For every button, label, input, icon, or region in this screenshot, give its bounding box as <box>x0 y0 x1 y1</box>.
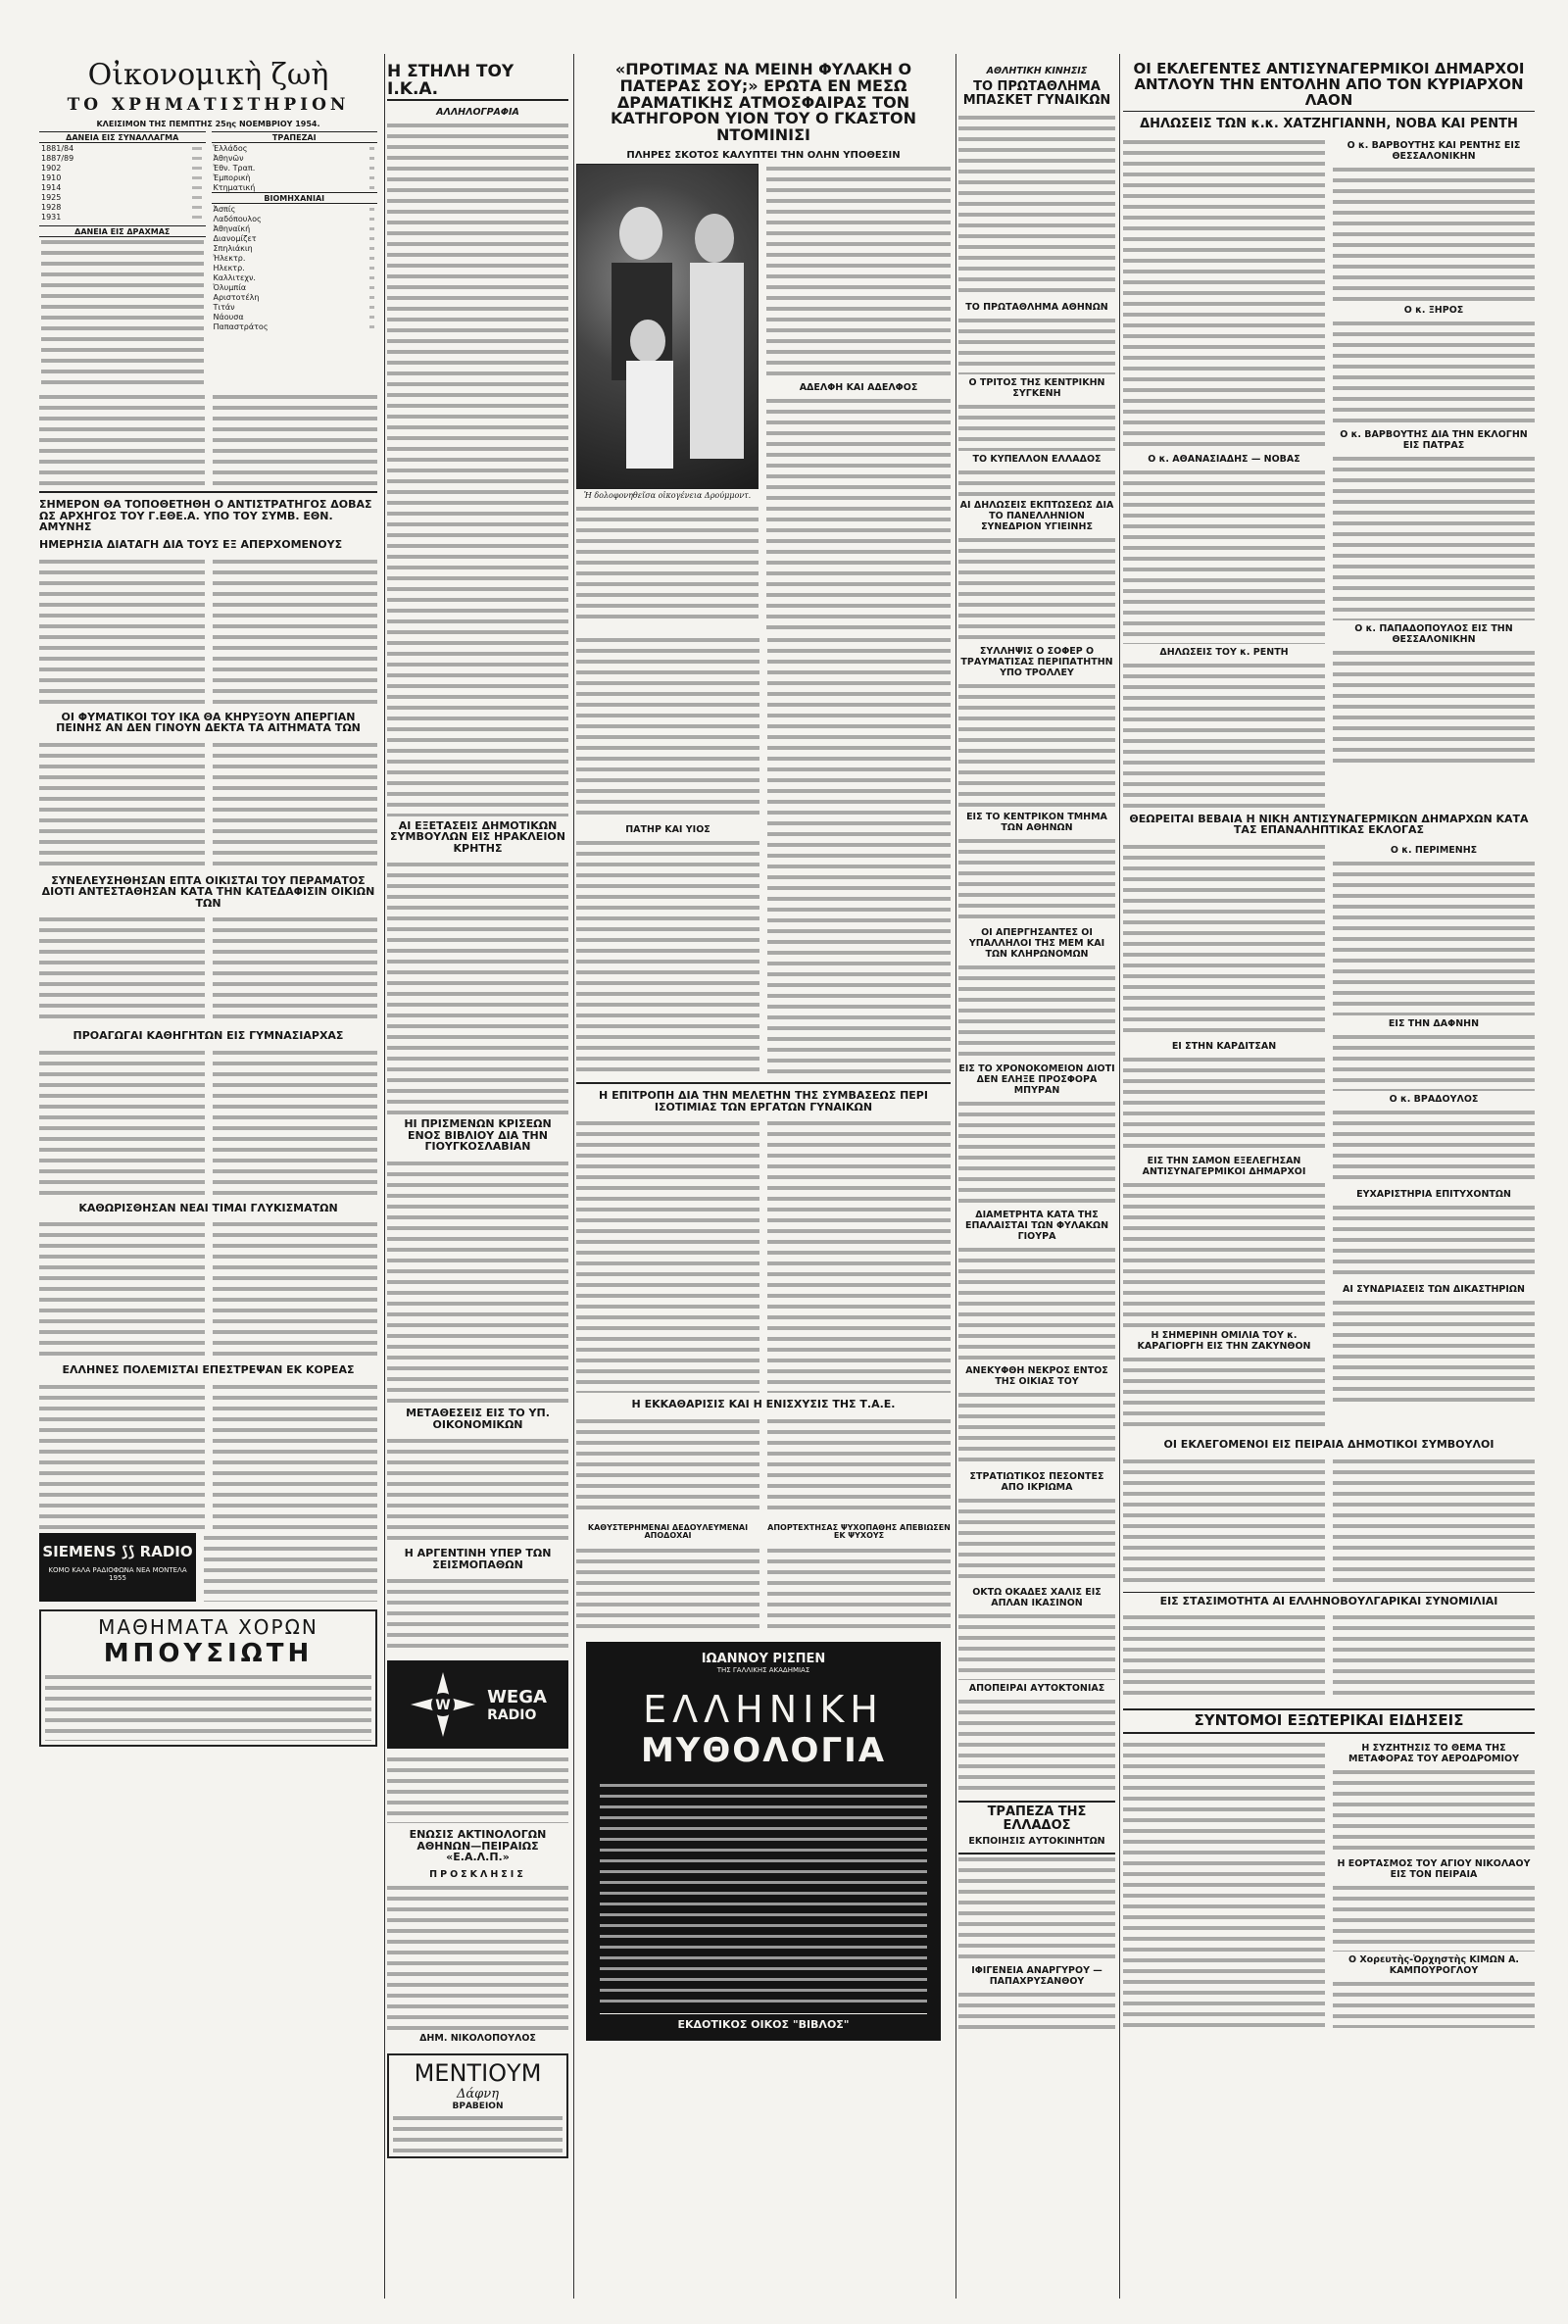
mentium-brand: ΜΕΝΤΙΟΥΜ <box>414 2058 542 2087</box>
drachma-bond-values <box>41 237 204 384</box>
headline-runoff-victory: ΘΕΩΡΕΙΤΑΙ ΒΕΒΑΙΑ Η ΝΙΚΗ ΑΝΤΙΣΥΝΑΓΕΡΜΙΚΩΝ ΔΗΜΑΡΧΩΝ ΚΑΤΑ ΤΑΣ ΕΠΑΝΑΛΗΠΤΙΚΑΣ ΕΚΛΟΓΑΣ <box>1129 812 1529 837</box>
industry-row <box>212 282 378 292</box>
bond-name: 1902 <box>41 163 62 173</box>
sub-beer: ΕΙΣ ΤΟ ΧΡΟΝΟΚΟΜΕΙΟΝ ΔΙΟΤΙ ΔΕΝ ΕΛΗΞΕ ΠΡΟΣΦΟΡΑ ΜΠΥΡΑΝ <box>958 1063 1115 1097</box>
sub-saint-nicholas: Η ΕΟΡΤΑΣΜΟΣ ΤΟΥ ΑΓΙΟΥ ΝΙΚΟΛΑΟΥ ΕΙΣ ΤΟΝ ΠΕΙΡΑΙΑ <box>1337 1857 1531 1880</box>
headline-perama: ΣΥΝΕΛΕΥΣΗΘΗΣΑΝ ΕΠΤΑ ΟΙΚΙΣΤΑΙ ΤΟΥ ΠΕΡΑΜΑΤΟΣ ΔΙΟΤΙ ΑΝΤΕΣΤΑΘΗΣΑΝ ΚΑΤΑ ΤΗΝ ΚΑΤΕΔΑΦΙΣΙΝ ΟΙΚΙΩΝ ΤΩΝ <box>41 873 375 910</box>
mentium-sub: Δάφνη <box>457 2086 499 2101</box>
sub-strike: ΟΙ ΑΠΕΡΓΗΣΑΝΤΕΣ ΟΙ ΥΠΑΛΛΗΛΟΙ ΤΗΣ ΜΕΜ ΚΑΙ ΤΩΝ ΚΛΗΡΩΝΟΜΩΝ <box>968 927 1105 961</box>
industry-row <box>212 321 378 331</box>
dovas-article <box>39 557 377 704</box>
stock-tables <box>39 131 377 384</box>
sub-papadopoulos: Ο κ. ΠΑΠΑΔΟΠΟΥΛΟΣ ΕΙΣ ΤΗΝ ΘΕΣΣΑΛΟΝΙΚΗΝ <box>1354 622 1513 645</box>
bond-row <box>39 153 206 163</box>
foreign-news-header: ΣΥΝΤΟΜΟΙ ΕΞΩΤΕΡΙΚΑΙ ΕΙΔΗΣΕΙΣ <box>1123 1708 1535 1734</box>
industry-row <box>212 302 378 312</box>
bonds-header: ΔΑΝΕΙΑ ΕΙΣ ΣΥΝΑΛΛΑΓΜΑ <box>39 132 206 143</box>
wega-sub: RADIO <box>487 1706 537 1723</box>
elections-column <box>1123 54 1535 2308</box>
bond-name: 1928 <box>41 202 62 212</box>
wega-star-icon <box>409 1670 477 1739</box>
prices-article <box>39 1219 377 1357</box>
industry-row <box>212 243 378 253</box>
sub-zakynthos: Η ΣΗΜΕΡΙΝΗ ΟΜΙΛΙΑ ΤΟΥ κ. ΚΑΡΑΓΙΟΡΓΗ ΕΙΣ ΤΗΝ ΖΑΚΥΝΘΟΝ <box>1137 1329 1311 1352</box>
sub-congratulations: ΕΥΧΑΡΙΣΤΗΡΙΑ ΕΠΙΤΥΧΟΝΤΩΝ <box>1356 1188 1511 1200</box>
bond-row <box>39 173 206 182</box>
industry-name: Ἀσπίς <box>213 204 236 214</box>
wega-radio-ad <box>387 1660 568 1749</box>
economy-title: Οἰκονομικὴ ζωὴ <box>87 58 329 92</box>
sub-corpse-found: ΑΝΕΚΥΦΘΗ ΝΕΚΡΟΣ ΕΝΤΟΣ ΤΗΣ ΟΙΚΙΑΣ ΤΟΥ <box>965 1365 1108 1388</box>
bond-row <box>39 182 206 192</box>
headline-yugoslavia-book: ΗΙ ΠΡΙΣΜΕΝΩΝ ΚΡΙΣΕΩΝ ΕΝΟΣ ΒΙΒΛΙΟΥ ΔΙΑ ΤΗΝ ΓΙΟΥΓΚΟΣΛΑΒΙΑΝ <box>404 1117 552 1154</box>
sub-health-congress: ΑΙ ΔΗΛΩΣΕΙΣ ΕΚΠΤΩΣΕΩΣ ΔΙΑ ΤΟ ΠΑΝΕΛΛΗΝΙΟΝ ΣΥΝΕΔΡΙΟΝ ΥΓΙΕΙΝΗΣ <box>959 500 1114 533</box>
sub-thessaloniki: Ο κ. ΒΑΡΒΟΥΤΗΣ ΚΑΙ ΡΕΝΤΗΣ ΕΙΣ ΘΕΣΣΑΛΟΝΙΚΗΝ <box>1347 139 1521 162</box>
bond-name: 1887/89 <box>41 153 74 163</box>
industry-name: Καλλιτεχν. <box>213 272 256 282</box>
sub-central-dept: ΕΙΣ ΤΟ ΚΕΝΤΡΙΚΟΝ ΤΜΗΜΑ ΤΩΝ ΑΘΗΝΩΝ <box>966 812 1107 834</box>
economy-column <box>39 54 377 2308</box>
bond-row <box>39 192 206 202</box>
headline-psychopath: ΑΠΟΡΤΕΧΤΗΣΑΣ ΨΥΧΟΠΑΘΗΣ ΑΠΕΒΙΩΣΕΝ ΕΚ ΨΥΧΟΥΣ <box>767 1522 951 1541</box>
svg-text:W: W <box>435 1698 451 1714</box>
industry-name: Ηλεκτρ. <box>213 263 245 272</box>
sub-vradoulos: Ο κ. ΒΡΑΔΟΥΛΟΣ <box>1389 1093 1479 1105</box>
bank-name: Ἀθηνῶν <box>213 153 244 163</box>
siemens-radio-ad <box>39 1533 196 1602</box>
bank-row <box>212 173 378 182</box>
bank-name: Ἐμπορικὴ <box>213 173 251 182</box>
subhead-siblings: ΑΔΕΛΦΗ ΚΑΙ ΑΔΕΛΦΟΣ <box>799 381 918 393</box>
sub-patras: Ο κ. ΒΑΡΒΟΥΤΗΣ ΔΙΑ ΤΗΝ ΕΚΛΟΓΗΝ ΕΙΣ ΠΑΤΡΑΣ <box>1340 428 1528 451</box>
book-publisher: ΕΚΔΟΤΙΚΟΣ ΟΙΚΟΣ "ΒΙΒΛΟΣ" <box>600 2013 927 2031</box>
sub-greek-cup: ΤΟ ΚΥΠΕΛΛΟΝ ΕΛΛΑΔΟΣ <box>972 454 1102 466</box>
book-author-sub: ΤΗΣ ΓΑΛΛΙΚΗΣ ΑΚΑΔΗΜΙΑΣ <box>716 1666 810 1675</box>
stock-exchange-title: ΤΟ ΧΡΗΜΑΤΙΣΤΗΡΙΟΝ <box>67 94 350 115</box>
industry-row <box>212 263 378 272</box>
column-rule <box>573 54 574 2299</box>
bank-of-greece-notice <box>958 1801 1115 1854</box>
bank-name: Ἐθν. Τραπ. <box>213 163 256 173</box>
industry-row <box>212 233 378 243</box>
headline-bulgaria-talks: ΕΙΣ ΣΤΑΣΙΜΟΤΗΤΑ ΑΙ ΕΛΛΗΝΟΒΟΥΛΓΑΡΙΚΑΙ ΣΥΝΟΜΙΛΙΑΙ <box>1123 1592 1535 1607</box>
bank-row <box>212 143 378 154</box>
bond-row <box>39 212 206 222</box>
signature: ΔΗΜ. ΝΙΚΟΛΟΠΟΥΛΟΣ <box>419 2032 536 2044</box>
section-rule <box>39 491 377 493</box>
industry-name: Λαδόπουλος <box>213 214 262 223</box>
bank-title: ΤΡΑΠΕΖΑ ΤΗΣ ΕΛΛΑΔΟΣ <box>987 1805 1087 1833</box>
drachma-bonds-header: ΔΑΝΕΙΑ ΕΙΣ ΔΡΑΧΜΑΣ <box>39 226 206 237</box>
stock-exchange-date: ΚΛΕΙΣΙΜΟΝ ΤΗΣ ΠΕΜΠΤΗΣ 25ης ΝΟΕΜΒΡΙΟΥ 1954. <box>96 120 320 129</box>
siemens-brand: SIEMENS ⟆⟆ RADIO <box>42 1542 193 1560</box>
sub-suicide-attempts: ΑΠΟΠΕΙΡΑΙ ΑΥΤΟΚΤΟΝΙΑΣ <box>968 1683 1105 1695</box>
industry-row <box>212 214 378 223</box>
sub-athens-league: ΤΟ ΠΡΩΤΑΘΛΗΜΑ ΑΘΗΝΩΝ <box>965 302 1108 314</box>
sub-daphne: ΕΙΣ ΤΗΝ ΔΑΦΝΗΝ <box>1388 1017 1480 1029</box>
dance-teacher-name: ΜΠΟΥΣΙΩΤΗ <box>103 1638 314 1668</box>
industry-row <box>212 272 378 282</box>
industries-header: ΒΙΟΜΗΧΑΝΙΑΙ <box>212 193 378 204</box>
ika-correspondence-text <box>387 121 568 816</box>
bank-name: Κτηματική <box>213 182 256 192</box>
bond-name: 1914 <box>41 182 62 192</box>
industry-row <box>212 292 378 302</box>
ika-article <box>39 740 377 867</box>
industry-name: Ἠλεκτρ. <box>213 253 246 263</box>
industry-name: Ἀθηναϊκή <box>213 223 251 233</box>
sub-karditsa: ΕΙ ΣΤΗΝ ΚΑΡΔΙΤΣΑΝ <box>1171 1040 1277 1052</box>
bank-name: Ἑλλάδος <box>213 143 248 153</box>
industry-name: Ὀλυμπία <box>213 282 247 292</box>
sub-central: Ο ΤΡΙΤΟΣ ΤΗΣ ΚΕΝΤΡΙΚΗΝ ΣΥΓΚΕΝΗ <box>968 377 1105 400</box>
headline-argentina: Η ΑΡΓΕΝΤΙΝΗ ΥΠΕΡ ΤΩΝ ΣΕΙΣΜΟΠΑΘΩΝ <box>404 1547 552 1571</box>
industry-name: Διανομίζετ <box>213 233 257 243</box>
sub-athanasiadis-novas: Ο κ. ΑΘΑΝΑΣΙΑΔΗΣ — ΝΟΒΑΣ <box>1148 453 1300 465</box>
dance-lessons-ad <box>39 1609 377 1747</box>
greek-mythology-book-ad <box>586 1642 941 2041</box>
bond-name: 1881/84 <box>41 143 74 153</box>
column-rule <box>1119 54 1120 2299</box>
bank-row <box>212 163 378 173</box>
sports-kicker: ΑΘΛΗΤΙΚΗ ΚΙΝΗΣΙΣ <box>986 66 1088 76</box>
subhead-father-son: ΠΑΤΗΡ ΚΑΙ ΥΙΟΣ <box>625 823 710 835</box>
book-ad-text <box>600 1780 927 2005</box>
sports-column <box>958 54 1115 2308</box>
dance-lessons-title: ΜΑΘΗΜΑΤΑ ΧΟΡΩΝ <box>98 1614 318 1639</box>
sub-xiros: Ο κ. ΞΗΡΟΣ <box>1403 304 1464 316</box>
headline-tae: Η ΕΚΚΑΘΑΡΙΣΙΣ ΚΑΙ Η ΕΝΙΣΧΥΣΙΣ ΤΗΣ Τ.Α.Ε. <box>631 1398 896 1411</box>
book-title-1: ΕΛΛΗΝΙΚΗ <box>643 1688 884 1732</box>
headline-equal-pay-committee: Η ΕΠΙΤΡΟΠΗ ΔΙΑ ΤΗΝ ΜΕΛΕΤΗΝ ΤΗΣ ΣΥΜΒΑΣΕΩΣ ΠΕΡΙ ΙΣΟΤΙΜΙΑΣ ΤΩΝ ΕΡΓΑΤΩΝ ΓΥΝΑΙΚΩΝ <box>599 1088 928 1113</box>
sub-scaffold-fall: ΣΤΡΑΤΙΩΤΙΚΟΣ ΠΕΣΟΝΤΕΣ ΑΠΟ ΙΚΡΙΩΜΑ <box>969 1471 1104 1494</box>
bank-row <box>212 153 378 163</box>
siemens-tagline: ΚΟΜΟ ΚΑΛΑ ΡΑΔΙΟΦΩΝΑ ΝΕΑ ΜΟΝΤΕΛΑ 1955 <box>48 1565 187 1582</box>
industry-name: Παπαστράτος <box>213 321 269 331</box>
sub-choreographer: Ο Χορευτὴς-Ὀρχηστὴς ΚΙΜΩΝ Α. ΚΑΜΠΟΥΡΟΓΛΟΥ <box>1348 1953 1520 1976</box>
lead-story-column <box>576 54 951 2308</box>
correspondence-label: ΑΛΛΗΛΟΓΡΑΦΙΑ <box>436 106 519 118</box>
headline-transfers: ΜΕΤΑΘΕΣΕΙΣ ΕΙΣ ΤΟ ΥΠ. ΟΙΚΟΝΟΜΙΚΩΝ <box>406 1406 550 1431</box>
bonds-table <box>39 131 206 222</box>
wega-brand: WEGA <box>487 1686 547 1707</box>
mentium-award: ΒΡΑΒΕΙΟΝ <box>452 2101 504 2111</box>
elections-deck: ΔΗΛΩΣΕΙΣ ΤΩΝ κ.κ. ΧΑΤΖΗΓΙΑΝΝΗ, ΝΟΒΑ ΚΑΙ ΡΕΝΤΗ <box>1140 117 1518 132</box>
bond-name: 1931 <box>41 212 62 222</box>
industry-row <box>212 223 378 233</box>
lead-headline: «ΠΡΟΤΙΜΑΣ ΝΑ ΜΕΙΝΗ ΦΥΛΑΚΗ Ο ΠΑΤΕΡΑΣ ΣΟΥ;» ΕΡΩΤΑ ΕΝ ΜΕΣΩ ΔΡΑΜΑΤΙΚΗΣ ΑΤΜΟΣΦΑΙΡΑΣ ΤΟΝ ΚΑΤΗΓΟΡΟΝ ΥΙΟΝ ΤΟΥ Ο ΓΚΑΣΤΟΝ ΝΤΟΜΙΝΙΣΙ <box>611 60 916 145</box>
headline-ika-strike: ΟΙ ΦΥΜΑΤΙΚΟΙ ΤΟΥ ΙΚΑ ΘΑ ΚΗΡΥΞΟΥΝ ΑΠΕΡΓΙΑΝ ΠΕΙΝΗΣ ΑΝ ΔΕΝ ΓΙΝΟΥΝ ΔΕΚΤΑ ΤΑ ΑΙΤΗΜΑΤΑ ΤΩΝ <box>56 710 361 735</box>
industry-name: Σπηλιάκιη <box>213 243 253 253</box>
headline-radiologists: ΕΝΩΣΙΣ ΑΚΤΙΝΟΛΟΓΩΝ ΑΘΗΝΩΝ—ΠΕΙΡΑΙΩΣ «Ε.Α.Λ.Π.» <box>409 1828 547 1864</box>
mentium-ad <box>387 2053 568 2158</box>
elections-headline: ΟΙ ΕΚΛΕΓΕΝΤΕΣ ΑΝΤΙΣΥΝΑΓΕΡΜΙΚΟΙ ΔΗΜΑΡΧΟΙ ΑΝΤΛΟΥΝ ΤΗΝ ΕΝΤΟΛΗΝ ΑΠΟ ΤΟΝ ΚΥΡΙΑΡΧΟΝ ΛΑΟΝ <box>1123 62 1535 112</box>
ika-column-header: Η ΣΤΗΛΗ ΤΟΥ Ι.Κ.Α. <box>387 64 568 101</box>
book-author: ΙΩΑΝΝΟΥ ΡΙΣΠΕΝ <box>701 1652 826 1667</box>
industry-name: Τιτάν <box>213 302 235 312</box>
drachma-bonds-table <box>39 225 206 384</box>
sub-prison-guards: ΔΙΑΜΕΤΡΗΤΑ ΚΑΤΑ ΤΗΣ ΕΠΑΛΑΙΣΤΑΙ ΤΩΝ ΦΥΛΑΚΩΝ ΓΙΟΥΡΑ <box>964 1210 1109 1243</box>
headline-piraeus-council: ΟΙ ΕΚΛΕΓΟΜΕΝΟΙ ΕΙΣ ΠΕΙΡΑΙΑ ΔΗΜΟΤΙΚΟΙ ΣΥΜΒΟΥΛΟΙ <box>1163 1437 1494 1451</box>
industry-row <box>212 253 378 263</box>
headline-dovas: ΣΗΜΕΡΟΝ ΘΑ ΤΟΠΟΘΕΤΗΘΗ Ο ΑΝΤΙΣΤΡΑΤΗΓΟΣ ΔΟΒΑΣ ΩΣ ΑΡΧΗΓΟΣ ΤΟΥ Γ.ΕΘΕ.Α. ΥΠΟ ΤΟΥ ΣΥΜΒ. ΕΘΝ. ΑΜΥΝΗΣ <box>39 498 372 534</box>
sub-samos: ΕΙΣ ΤΗΝ ΣΑΜΟΝ ΕΞΕΛΕΓΗΣΑΝ ΑΝΤΙΣΥΝΑΓΕΡΜΙΚΟΙ ΔΗΜΑΡΧΟΙ <box>1142 1155 1306 1177</box>
industry-row <box>212 312 378 321</box>
headline-delayed-wages: ΚΑΘΥΣΤΕΡΗΜΕΝΑΙ ΔΕΔΟΥΛΕΥΜΕΝΑΙ ΑΠΟΔΟΧΑΙ <box>587 1522 749 1541</box>
perama-article <box>39 915 377 1022</box>
doctor-ad: ΙΦΙΓΕΝΕΙΑ ΑΝΑΡΓΥΡΟΥ — ΠΑΠΑΧΡΥΣΑΝΘΟΥ <box>971 1964 1102 1987</box>
industry-name: Αριστοτέλη <box>213 292 260 302</box>
bank-row <box>212 182 378 193</box>
headline-sweets-prices: ΚΑΘΩΡΙΣΘΗΣΑΝ ΝΕΑΙ ΤΙΜΑΙ ΓΛΥΚΙΣΜΑΤΩΝ <box>78 1201 338 1214</box>
ika-column <box>387 54 568 2308</box>
photo-caption: Ἡ δολοφονηθεῖσα οἰκογένεια Δρούμμοντ. <box>583 490 752 500</box>
headline-korea: ΕΛΛΗΝΕΣ ΠΟΛΕΜΙΣΤΑΙ ΕΠΕΣΤΡΕΨΑΝ ΕΚ ΚΟΡΕΑΣ <box>62 1363 355 1377</box>
sub-airport: Η ΣΥΖΗΤΗΣΙΣ ΤΟ ΘΕΜΑ ΤΗΣ ΜΕΤΑΦΟΡΑΣ ΤΟΥ ΑΕΡΟΔΡΟΜΙΟΥ <box>1348 1742 1519 1764</box>
sub-renti-statement: ΔΗΛΩΣΕΙΣ ΤΟΥ κ. ΡΕΝΤΗ <box>1159 646 1289 658</box>
bond-row <box>39 202 206 212</box>
sub-court-sessions: ΑΙ ΣΥΝΔΡΙΑΣΕΙΣ ΤΩΝ ΔΙΚΑΣΤΗΡΙΩΝ <box>1343 1283 1525 1295</box>
bond-name: 1910 <box>41 173 62 182</box>
book-title-2: ΜΥΘΟΛΟΓΙΑ <box>640 1731 887 1771</box>
lead-deck: ΠΛΗΡΕΣ ΣΚΟΤΟΣ ΚΑΛΥΠΤΕΙ ΤΗΝ ΟΛΗΝ ΥΠΟΘΕΣΙΝ <box>626 149 901 161</box>
sub-carpets: ΟΚΤΩ ΟΚΑΔΕΣ ΧΑΛΙΣ ΕΙΣ ΑΠΛΑΝ ΙΚΑΣΙΝΟΝ <box>972 1587 1102 1609</box>
bond-row <box>39 163 206 173</box>
family-photo <box>576 164 759 489</box>
bond-name: 1925 <box>41 192 62 202</box>
teachers-article <box>39 1048 377 1195</box>
headline-municipal-exams: ΑΙ ΕΞΕΤΑΣΕΙΣ ΔΗΜΟΤΙΚΩΝ ΣΥΜΒΟΥΛΩΝ ΕΙΣ ΗΡΑΚΛΕΙΟΝ ΚΡΗΤΗΣ <box>390 818 565 855</box>
sub-trolley-driver: ΣΥΛΛΗΨΙΣ Ο ΣΟΦΕΡ Ο ΤΡΑΥΜΑΤΙΣΑΣ ΠΕΡΙΠΑΤΗΤΗΝ ΥΠΟ ΤΡΟΛΛΕΥ <box>960 646 1113 679</box>
bank-sub: ΕΚΠΟΙΗΣΙΣ ΑΥΤΟΚΙΝΗΤΩΝ <box>968 1835 1105 1847</box>
sub-perimenis: Ο κ. ΠΕΡΙΜΕΝΗΣ <box>1390 844 1478 856</box>
industry-name: Νάουσα <box>213 312 244 321</box>
market-commentary <box>39 392 377 485</box>
industry-row <box>212 204 378 215</box>
headline-teachers: ΠΡΟΑΓΩΓΑΙ ΚΑΘΗΓΗΤΩΝ ΕΙΣ ΓΥΜΝΑΣΙΑΡΧΑΣ <box>73 1029 344 1043</box>
column-rule <box>384 54 385 2299</box>
invitation-label: ΠΡΟΣΚΛΗΣΙΣ <box>429 1868 526 1880</box>
headline-womens-basketball: ΤΟ ΠΡΩΤΑΘΛΗΜΑ ΜΠΑΣΚΕΤ ΓΥΝΑΙΚΩΝ <box>962 79 1111 108</box>
headline-daily-order: ΗΜΕΡΗΣΙΑ ΔΙΑΤΑΓΗ ΔΙΑ ΤΟΥΣ ΕΞ ΑΠΕΡΧΟΜΕΝΟΥΣ <box>39 537 343 551</box>
bond-row <box>39 143 206 154</box>
banks-header: ΤΡΑΠΕΖΑΙ <box>212 132 378 143</box>
korea-article <box>39 1382 377 1529</box>
banks-table <box>212 131 378 331</box>
